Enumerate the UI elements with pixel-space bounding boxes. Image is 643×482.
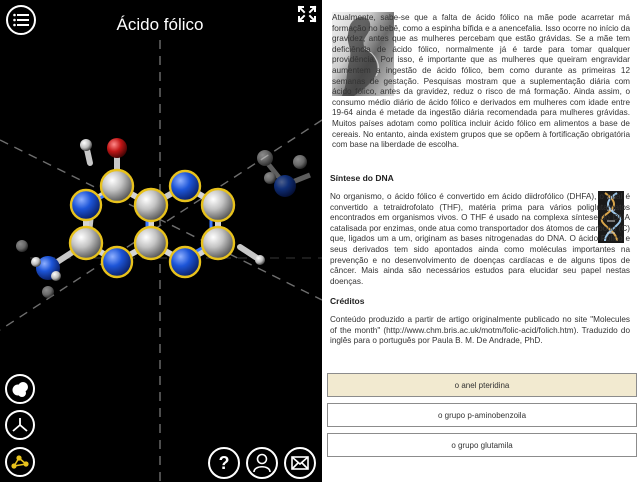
molecule-title: Ácido fólico bbox=[116, 15, 204, 34]
credits-text: Conteúdo produzido a partir de artigo originalmente publicado no site "Molecules of the month" (http://www.chm.bris.ac.uk/motm/folic-acid/folich.htm). Traduzido do inglês para o português por Paula B. M. De Andrade, PhD. bbox=[330, 315, 630, 346]
nitrogen-atom bbox=[102, 247, 132, 277]
carbon-atom bbox=[202, 227, 234, 259]
hydrogen-atom bbox=[51, 271, 61, 281]
spacefill-icon bbox=[10, 379, 30, 399]
ball-and-stick-icon bbox=[10, 452, 30, 472]
mail-button[interactable] bbox=[284, 447, 316, 479]
dna-synthesis-text: No organismo, o ácido fólico é convertido em ácido diidrofólico (DHFA), o qual é convertido a tetraidrofolato (THF), matéria prima para vários poliglutamatos encontrados em organismos vivos. O THF é usado na complexa síntese do DNA catalisada por enzimas, onde atua como transportador dos átomos de carbono (C) que, ligados um a um, originam as bases nitrogenadas do DNA. O ácido Fólico e seus derivados tem sido apontados ainda como moléculas importantes na prevenção e no desenvolvimento de doenças cardíacas e de alguns tipos de câncer. Mais ainda são necessários estudos para elucidar seu papel nestas doenças. bbox=[330, 192, 630, 286]
mail-icon bbox=[291, 456, 309, 470]
option-pteridine-ring[interactable]: o anel pteridina bbox=[327, 373, 637, 397]
dna-synthesis-heading: Síntese do DNA bbox=[330, 173, 394, 183]
profile-icon bbox=[253, 453, 271, 473]
hydrogen-atom bbox=[255, 255, 265, 265]
option-p-aminobenzoyl-group[interactable]: o grupo p-aminobenzoila bbox=[327, 403, 637, 427]
wireframe-icon bbox=[10, 415, 30, 435]
credits-heading: Créditos bbox=[330, 296, 365, 306]
nitrogen-atom bbox=[71, 190, 101, 220]
wireframe-mode-button[interactable] bbox=[5, 410, 35, 440]
fullscreen-button[interactable] bbox=[297, 5, 317, 23]
nitrogen-atom bbox=[170, 247, 200, 277]
carbon-atom bbox=[101, 170, 133, 202]
spacefill-mode-button[interactable] bbox=[5, 374, 35, 404]
intro-text: Atualmente, sabe-se que a falta de ácido fólico na mãe pode acarretar má formação no bebê, como a espinha bífida e a anencefalia. Isso ocorre no início da gravidez, antes que as mulheres percebam que estão grávidas. Se a mãe tem deficiência de ácido fólico, normalmente já é tarde para tomar qualquer providência. Por isso, é importante que as mulheres que queiram engravidar aumentem a ingestão de ácido fólico, bem como durante as primeiras 12 semanas de gestação. Pesquisas mostram que a suplementação diária com ácido fólico, antes da gravidez, reduz o risco de má formação. Ainda assim, o consumo médio diário de ácido fólico e derivados em mulheres com idade entre 19-64 ainda é metade da ingestão diária recomendada para mulheres grávidas. Muitos países adotam como política incluir ácido fólico em alimentos a base de cereais. No entanto, ainda existem grupos que se opõem à fortificação obrigatória com base na liberdade de escolha. bbox=[332, 13, 630, 150]
help-button[interactable] bbox=[208, 447, 240, 479]
menu-icon bbox=[13, 13, 29, 27]
hydrogen-atom bbox=[31, 257, 41, 267]
profile-button[interactable] bbox=[246, 447, 278, 479]
info-panel[interactable] bbox=[322, 0, 643, 482]
help-icon: ? bbox=[218, 452, 230, 473]
carbon-atom bbox=[135, 189, 167, 221]
menu-button[interactable] bbox=[6, 5, 36, 35]
ball-and-stick-mode-button[interactable] bbox=[5, 447, 35, 477]
carbon-atom bbox=[202, 189, 234, 221]
oxygen-atom bbox=[107, 138, 127, 158]
nitrogen-atom bbox=[170, 171, 200, 201]
fullscreen-icon bbox=[297, 5, 317, 23]
carbon-atom bbox=[70, 227, 102, 259]
carbon-atom bbox=[135, 227, 167, 259]
option-glutamyl-group[interactable]: o grupo glutamila bbox=[327, 433, 637, 457]
hydrogen-atom bbox=[80, 139, 92, 151]
